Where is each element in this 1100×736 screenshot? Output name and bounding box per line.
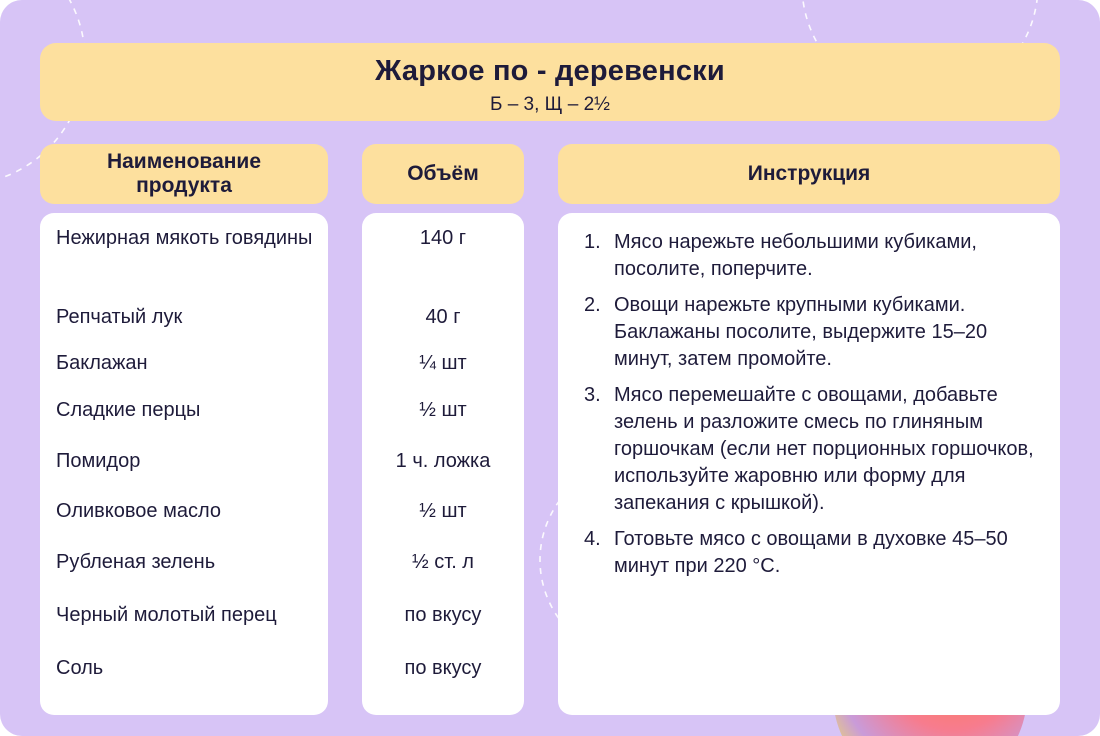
step-number: 1. xyxy=(584,231,601,253)
header-instruction-label: Инструкция xyxy=(747,162,871,185)
ingredient-amount: 140 г xyxy=(419,227,467,249)
ingredient-amount: по вкусу xyxy=(404,604,482,626)
header-volume-label: Объём xyxy=(407,162,479,185)
step-text: Овощи нарежьте крупными кубиками. Баклажаны посолите, выдержите 15–20 минут, затем промойте. xyxy=(614,294,988,370)
ingredient-name: Соль xyxy=(56,657,104,679)
instruction-step xyxy=(584,292,1050,373)
instructions-panel xyxy=(558,213,1060,715)
ingredient-amount: 1 ч. ложка xyxy=(395,450,491,472)
instruction-step xyxy=(584,229,1050,283)
ingredient-amount: 40 г xyxy=(425,306,461,328)
ingredient-name: Сладкие перцы xyxy=(56,399,201,421)
instruction-step xyxy=(584,382,1050,517)
recipe-subtitle: Б – 3, Щ – 2½ xyxy=(489,94,611,115)
title-bar xyxy=(40,43,1060,121)
ingredient-name: Черный молотый перец xyxy=(56,604,277,626)
instruction-step xyxy=(584,526,1050,580)
step-text: Мясо нарежьте небольшими кубиками, посолите, поперчите. xyxy=(614,231,977,280)
ingredients-panel xyxy=(40,213,328,715)
ingredient-name: Нежирная мякоть говядины xyxy=(56,227,313,249)
ingredient-name: Оливковое масло xyxy=(56,500,221,522)
step-number: 4. xyxy=(584,528,601,550)
ingredient-amount: по вкусу xyxy=(404,657,482,679)
step-number: 3. xyxy=(584,384,601,406)
ingredient-name: Помидор xyxy=(56,450,141,472)
ingredient-amount: ½ шт xyxy=(419,500,467,522)
ingredient-name: Баклажан xyxy=(56,352,148,374)
header-product-label: Наименование продукта xyxy=(106,150,262,197)
header-product xyxy=(40,144,328,204)
volumes-panel xyxy=(362,213,524,715)
instruction-list xyxy=(584,229,1050,589)
recipe-title: Жаркое по - деревенски xyxy=(375,55,725,87)
header-volume xyxy=(362,144,524,204)
step-text: Мясо перемешайте с овощами, добавьте зелень и разложите смесь по глиняным горшочкам (если нет порционных горшочков, используйте жаровню или форму для запекания с крышкой). xyxy=(614,384,1034,514)
ingredient-name: Рубленая зелень xyxy=(56,551,216,573)
ingredient-amount: ¼ шт xyxy=(419,352,467,374)
ingredient-name: Репчатый лук xyxy=(56,306,183,328)
ingredient-amount: ½ шт xyxy=(419,399,467,421)
ingredient-amount: ½ ст. л xyxy=(412,551,474,573)
step-text: Готовьте мясо с овощами в духовке 45–50 минут при 220 °C. xyxy=(614,528,1008,577)
step-number: 2. xyxy=(584,294,601,316)
header-instruction xyxy=(558,144,1060,204)
